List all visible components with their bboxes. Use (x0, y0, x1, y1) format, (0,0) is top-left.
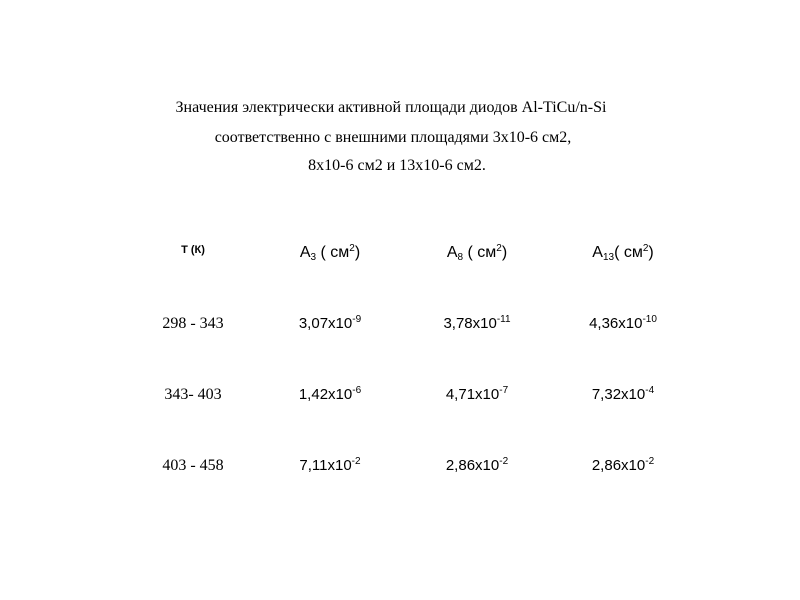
row-3-range: 403 - 458 (162, 457, 224, 474)
title-line-1: Значения электрически активной площади диодов Al-TiCu/n-Si (175, 99, 607, 116)
row-2-a3: $1,42х10^{-6}$ (298, 385, 362, 403)
row-3-a13: $2,86х10^{-2}$ (591, 456, 655, 474)
row-2-a13: $7,32х10^{-4}$ (591, 385, 655, 403)
header-temperature: Т (К) (181, 244, 205, 256)
row-2-a8: $4,71х10^{-7}$ (445, 385, 509, 403)
row-3-a8: $2,86х10^{-2}$ (445, 456, 509, 474)
row-1-a3: $3,07х10^{-9}$ (298, 314, 362, 332)
row-3-a3: $7,11х10^{-2}$ (299, 456, 361, 474)
header-a3: $A_3$ ( $см^2$) (299, 243, 361, 263)
header-a13: $A_{13}$( $см^2$) (592, 243, 654, 263)
row-1-a13: $4,36х10^{-10}$ (589, 314, 657, 332)
title-line-3: 8х10-6 см2 и 13х10-6 см2. (308, 157, 486, 174)
row-2-range: 343- 403 (164, 386, 222, 403)
header-a8: $A_8$ ( $см^2$) (446, 243, 508, 263)
row-1-a8: $3,78х10^{-11}$ (443, 314, 511, 332)
title-line-2: соответственно с внешними площадями 3х10-6 см2, (214, 129, 572, 146)
row-1-range: 298 - 343 (162, 315, 224, 332)
